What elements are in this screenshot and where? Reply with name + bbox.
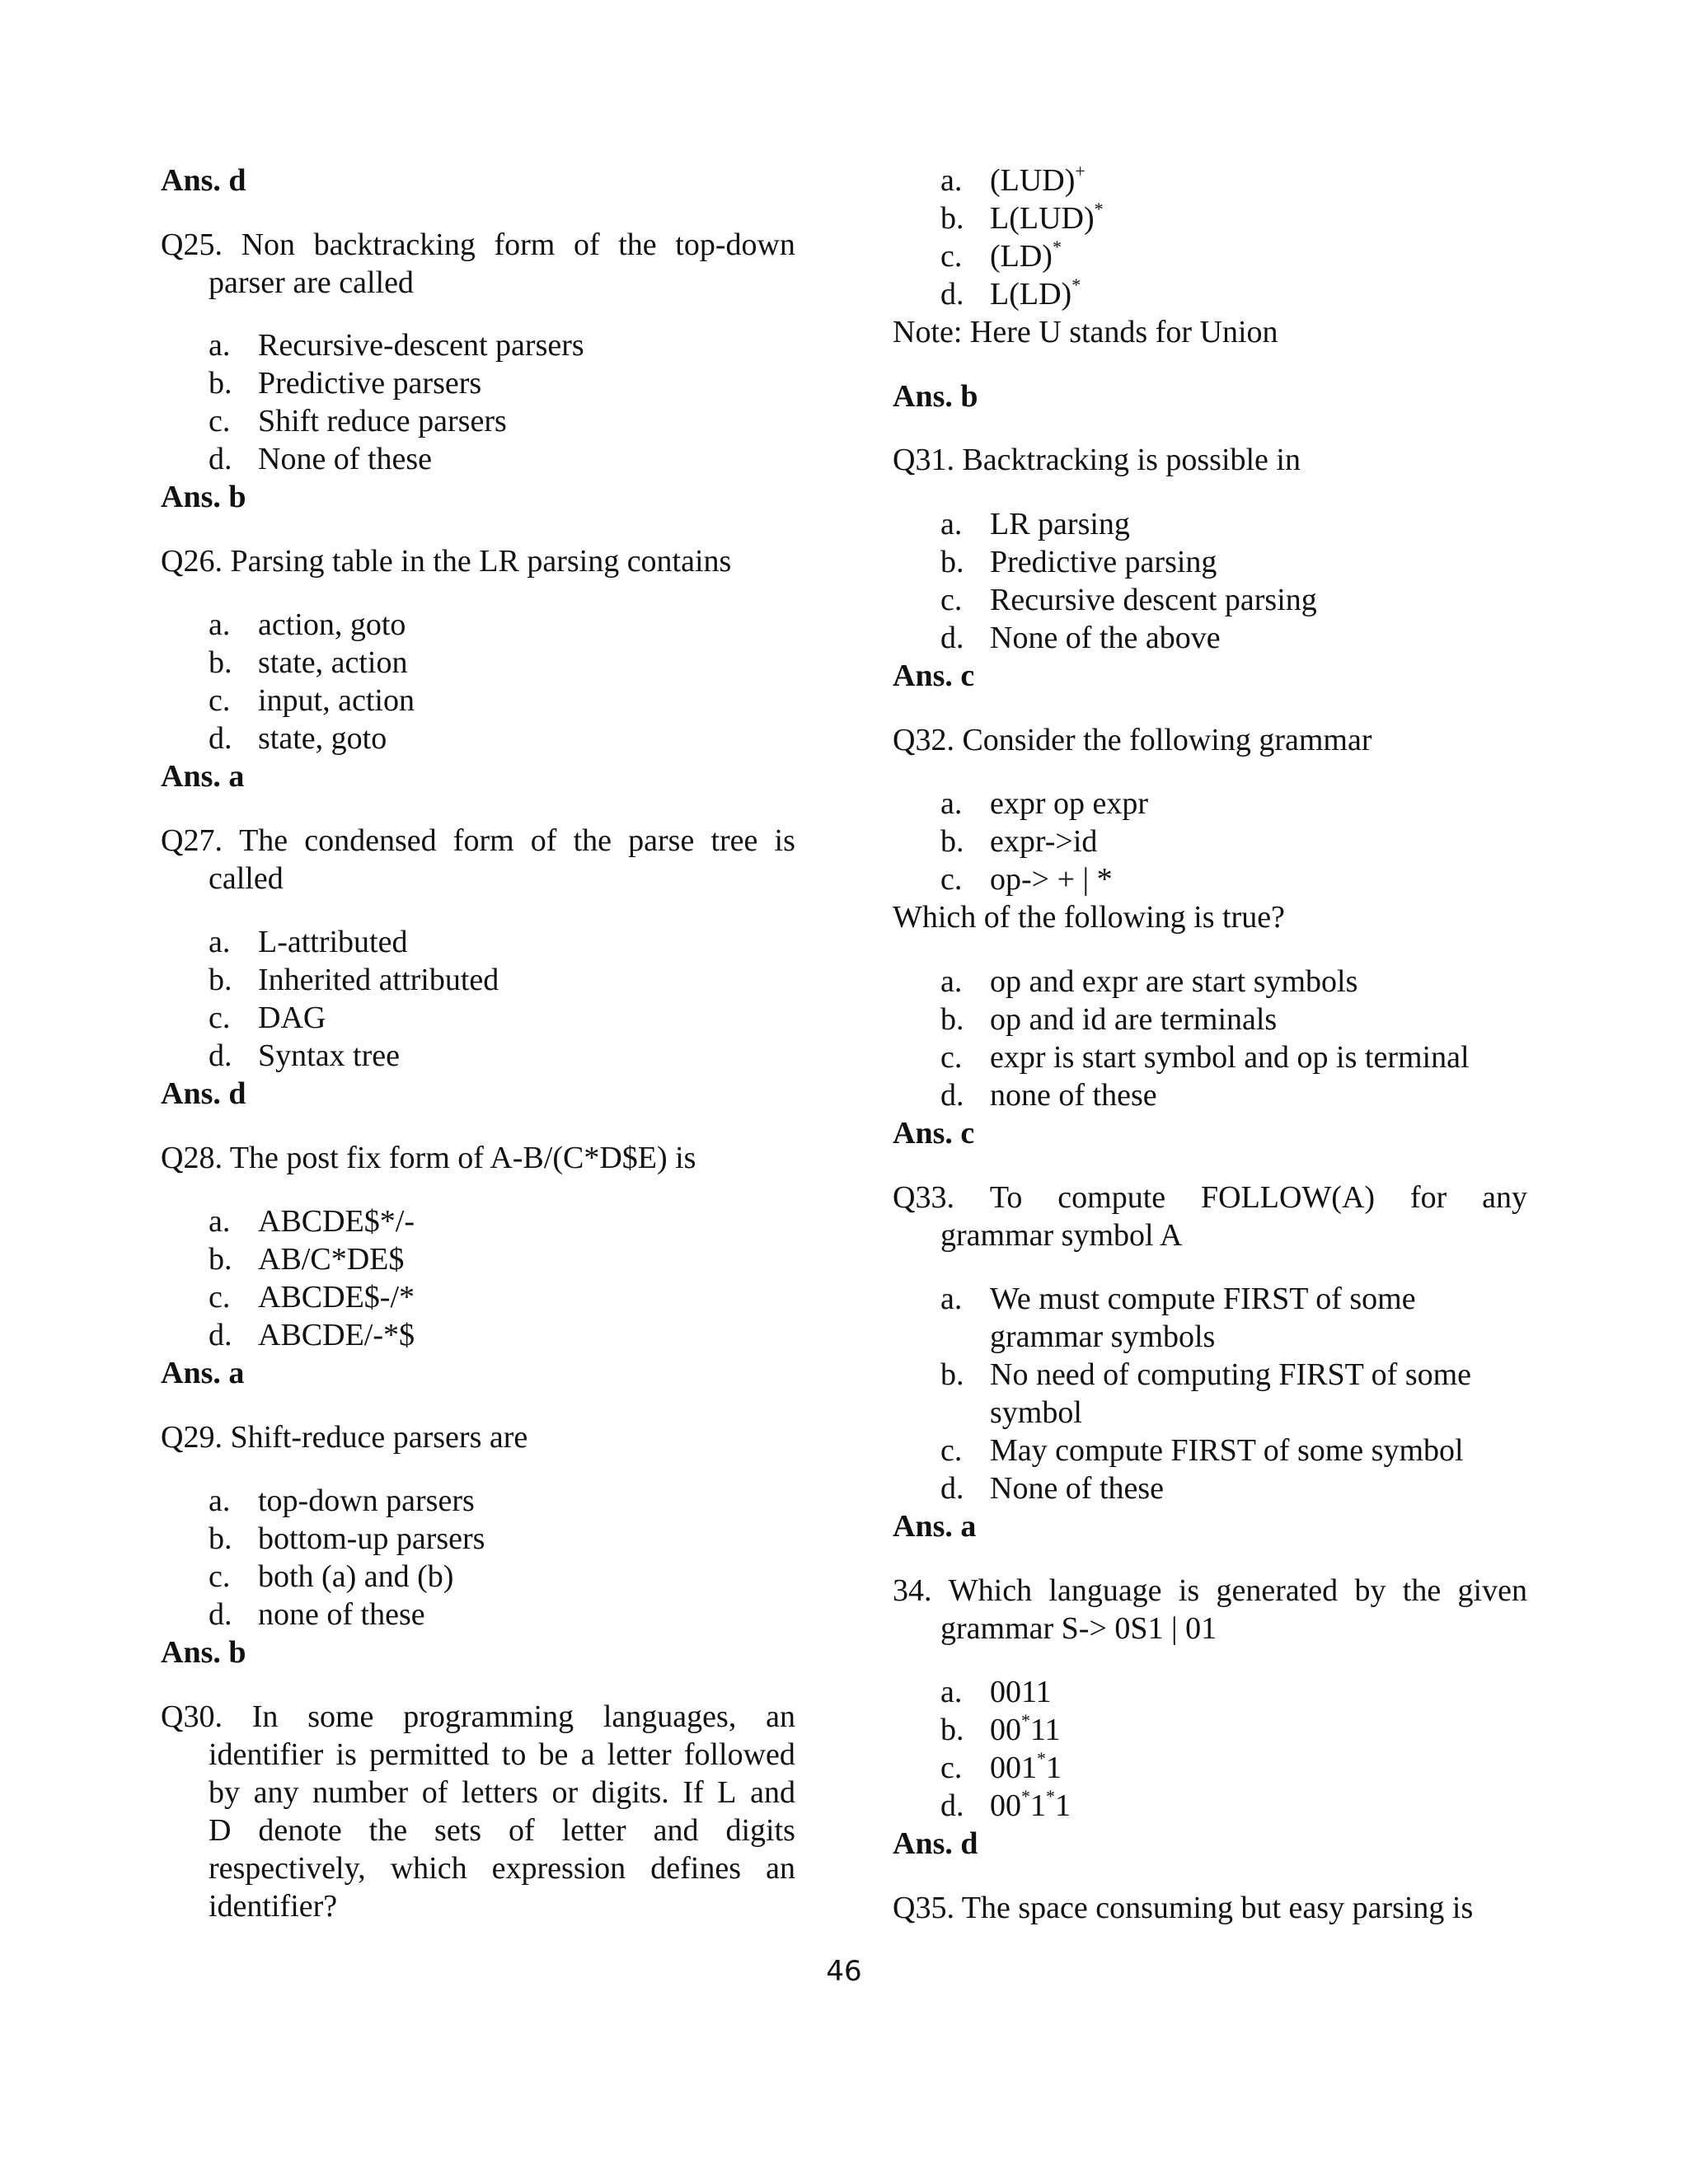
q29-option-c: c. both (a) and (b) bbox=[209, 1559, 454, 1594]
q26-option-c: c. input, action bbox=[209, 683, 415, 718]
q26-option-b: b. state, action bbox=[209, 645, 408, 680]
q33-question-line-1: Q33. To compute FOLLOW(A) for any bbox=[893, 1180, 1527, 1215]
q33-option-a-cont: grammar symbols bbox=[990, 1319, 1216, 1354]
q29-option-a: a. top-down parsers bbox=[209, 1483, 475, 1518]
answer-q31: Ans. c bbox=[893, 658, 975, 693]
q34-question-line-1: 34. Which language is generated by the given bbox=[893, 1573, 1527, 1608]
q29-option-b: b. bottom-up parsers bbox=[209, 1521, 485, 1556]
q32-grammar-b: b. expr->id bbox=[940, 824, 1098, 859]
q34-option-a: a. 0011 bbox=[940, 1675, 1052, 1709]
q25-question-line-1: Q25. Non backtracking form of the top-down bbox=[161, 227, 795, 262]
q27-question-line-2: called bbox=[209, 861, 284, 896]
answer-q28: Ans. a bbox=[161, 1356, 245, 1390]
q33-option-b-cont: symbol bbox=[990, 1395, 1082, 1430]
answer-q30: Ans. b bbox=[893, 379, 978, 414]
q32-grammar-c: c. op-> + | * bbox=[940, 862, 1113, 897]
q30-question-line-4: D denote the sets of letter and digits bbox=[209, 1813, 795, 1848]
answer-q26: Ans. a bbox=[161, 759, 245, 794]
q27-option-c: c. DAG bbox=[209, 1001, 326, 1035]
q32-option-a: a. op and expr are start symbols bbox=[940, 964, 1358, 999]
q32-option-d: d. none of these bbox=[940, 1078, 1157, 1113]
q31-option-c: c. Recursive descent parsing bbox=[940, 583, 1317, 617]
q30-option-c: c. (LD)* bbox=[940, 237, 1062, 274]
q31-option-d: d. None of the above bbox=[940, 621, 1221, 655]
q32-option-b: b. op and id are terminals bbox=[940, 1002, 1278, 1037]
q25-option-b: b. Predictive parsers bbox=[209, 366, 482, 401]
answer-q24: Ans. d bbox=[161, 163, 246, 198]
q30-option-b: b. L(LUD)* bbox=[940, 199, 1104, 236]
q28-option-a: a. ABCDE$*/- bbox=[209, 1204, 415, 1239]
q26-question: Q26. Parsing table in the LR parsing contains bbox=[161, 544, 732, 579]
q30-question-line-6: identifier? bbox=[209, 1889, 338, 1924]
q29-question: Q29. Shift-reduce parsers are bbox=[161, 1420, 528, 1455]
answer-q29: Ans. b bbox=[161, 1635, 246, 1670]
q31-option-b: b. Predictive parsing bbox=[940, 545, 1217, 579]
q32-question: Q32. Consider the following grammar bbox=[893, 723, 1372, 757]
page-number: 46 bbox=[826, 1955, 862, 1988]
q34-question-line-2: grammar S-> 0S1 | 01 bbox=[940, 1611, 1217, 1646]
q30-option-a: a. (LUD)+ bbox=[940, 161, 1085, 198]
q35-question: Q35. The space consuming but easy parsing is bbox=[893, 1891, 1474, 1925]
q30-note: Note: Here U stands for Union bbox=[893, 315, 1278, 349]
answer-q32: Ans. c bbox=[893, 1116, 975, 1151]
q27-question-line-1: Q27. The condensed form of the parse tree is bbox=[161, 823, 795, 858]
q32-option-c: c. expr is start symbol and op is terminal bbox=[940, 1040, 1470, 1075]
q33-option-d: d. None of these bbox=[940, 1471, 1165, 1506]
q26-option-d: d. state, goto bbox=[209, 721, 387, 756]
q25-option-d: d. None of these bbox=[209, 442, 433, 476]
answer-q27: Ans. d bbox=[161, 1076, 246, 1111]
q25-question-line-2: parser are called bbox=[209, 265, 414, 300]
q28-option-d: d. ABCDE/-*$ bbox=[209, 1318, 415, 1352]
answer-q33: Ans. a bbox=[893, 1509, 977, 1544]
q28-question: Q28. The post fix form of A-B/(C*D$E) is bbox=[161, 1141, 696, 1175]
q29-option-d: d. none of these bbox=[209, 1597, 425, 1632]
q30-question-line-1: Q30. In some programming languages, an bbox=[161, 1699, 795, 1734]
q30-question-line-3: by any number of letters or digits. If L and bbox=[209, 1775, 795, 1810]
q31-question: Q31. Backtracking is possible in bbox=[893, 443, 1301, 477]
q27-option-a: a. L-attributed bbox=[209, 925, 408, 959]
q33-question-line-2: grammar symbol A bbox=[940, 1218, 1183, 1253]
q31-option-a: a. LR parsing bbox=[940, 507, 1130, 541]
q33-option-a: a. We must compute FIRST of some bbox=[940, 1282, 1416, 1316]
q25-option-c: c. Shift reduce parsers bbox=[209, 404, 507, 438]
q27-option-d: d. Syntax tree bbox=[209, 1038, 401, 1073]
q32-grammar-a: a. expr op expr bbox=[940, 786, 1149, 821]
q26-option-a: a. action, goto bbox=[209, 607, 406, 642]
q30-question-line-2: identifier is permitted to be a letter followed bbox=[209, 1737, 795, 1772]
q25-option-a: a. Recursive-descent parsers bbox=[209, 328, 584, 363]
q27-option-b: b. Inherited attributed bbox=[209, 963, 499, 997]
q28-option-b: b. AB/C*DE$ bbox=[209, 1242, 405, 1277]
q30-question-line-5: respectively, which expression defines an bbox=[209, 1851, 795, 1886]
q33-option-b: b. No need of computing FIRST of some bbox=[940, 1357, 1472, 1392]
q30-option-d: d. L(LD)* bbox=[940, 274, 1081, 312]
q34-option-c: c. 001*1 bbox=[940, 1748, 1062, 1785]
q28-option-c: c. ABCDE$-/* bbox=[209, 1280, 415, 1315]
answer-q34: Ans. d bbox=[893, 1826, 978, 1861]
q34-option-b: b. 00*11 bbox=[940, 1710, 1061, 1747]
answer-q25: Ans. b bbox=[161, 480, 246, 514]
q32-question-2: Which of the following is true? bbox=[893, 900, 1285, 935]
q33-option-c: c. May compute FIRST of some symbol bbox=[940, 1433, 1464, 1468]
q34-option-d: d. 00*1*1 bbox=[940, 1786, 1071, 1823]
